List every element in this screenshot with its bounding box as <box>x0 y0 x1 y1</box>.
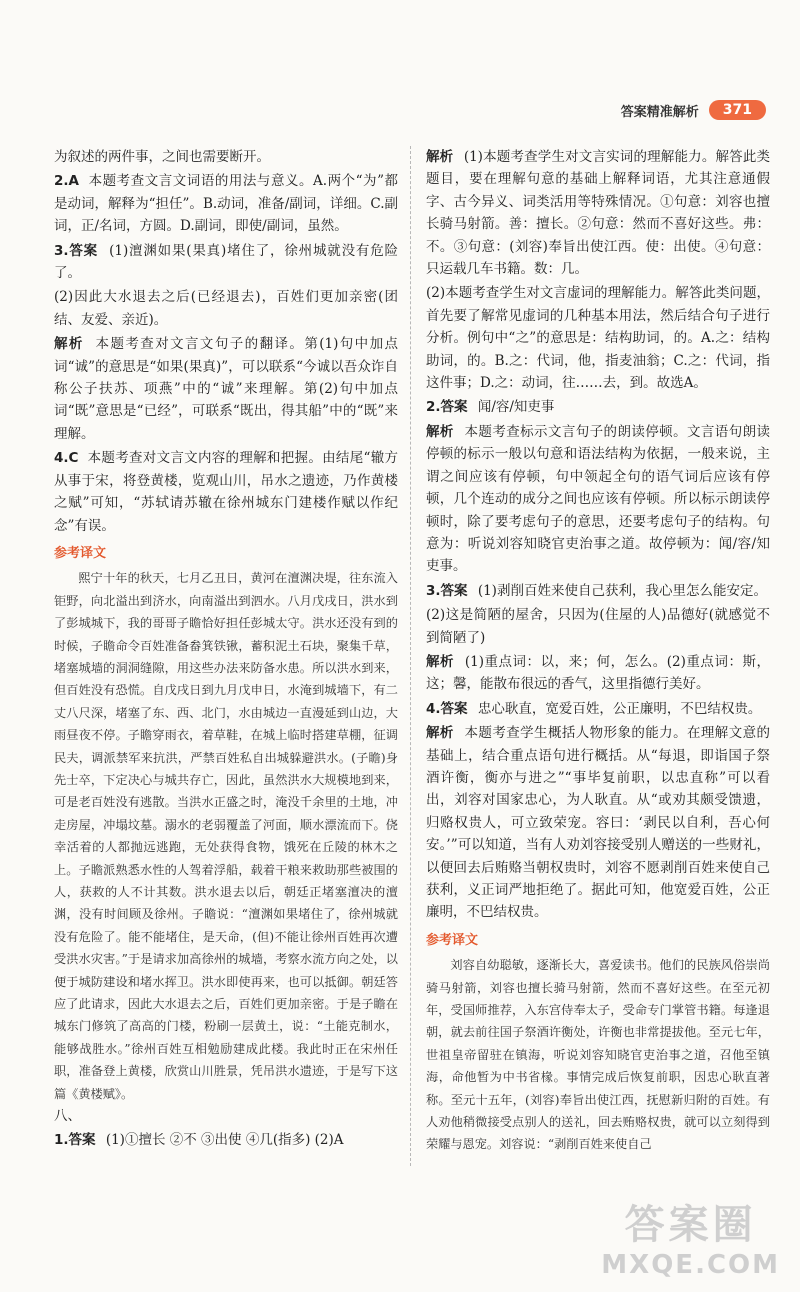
question-explanation: 本题考查文言文词语的用法与意义。A.两个“为”都是动词，解释为“担任”。B.动词，准备/副词，详细。C.副词，正/名词，方圆。D.副词，即使/副词，虽然。 <box>54 173 398 235</box>
analysis-label: 解析 <box>54 336 84 353</box>
answer-label: 答案 <box>440 399 468 416</box>
question-3 <box>426 580 770 602</box>
question-4 <box>54 447 398 537</box>
page-number-badge: 371 <box>709 100 766 120</box>
question-1 <box>54 1129 398 1151</box>
question-2 <box>54 170 398 237</box>
analysis-label: 解析 <box>426 725 454 742</box>
analysis-text: (2)本题考查学生对文言虚词的理解能力。解答此类问题，首先要了解常见虚词的几种基本用法，然后结合句子进行分析。例句中“之”的意思是：结构助词，的。A.之：结构助词，的。B.之：代词，他，指麦油翁；C.之：代词，指这件事；D.之：动词，往……去，到。故选A。 <box>426 285 770 392</box>
section-heading: 八、 <box>54 1108 81 1125</box>
continuation-text: 为叙述的两件事，之间也需要断开。 <box>54 149 270 165</box>
question-2 <box>426 396 770 418</box>
answer-label: 答案 <box>440 582 468 599</box>
reference-translation: 刘容自幼聪敏，逐渐长大，喜爱读书。他们的民族风俗崇尚骑马射箭，刘容也擅长骑马射箭，然而不喜好这些。在至元初年，受国师推荐，入东宫侍奉太子，受命专门掌管书籍。每逢退朝，就去前往国子祭酒许衡处，许衡也非常提拔他。至元七年，世祖皇帝留驻在镇海，听说刘容知晓官吏治事之道，召他至镇海，命他暂为中书省椽。事情完成后恢复前职，因忠心耿直著称。至元十五年，(刘容)奉旨出使江西，抚慰新归附的百姓。有人劝他稍微接受点别人的送礼，回去贿赂权贵，就可以立刻得到荣耀与恩宠。刘容说：“剥削百姓来使自己 <box>426 958 770 1152</box>
reference-translation: 熙宁十年的秋天，七月乙丑日，黄河在澶渊决堤，往东流入钜野，向北溢出到济水，向南溢出到泗水。八月戊戌日，洪水到了彭城城下，我的哥哥子瞻恰好担任彭城太守。洪水还没有到的时候，子瞻命令百姓准备畚箕铁锹，蓄积泥土石块，聚集千草，堵塞城墙的洞洞缝隙，用这些办法来防备水患。所以洪水到来，但百姓没有恐慌。自戊戌日到九月戊申日，水淹到城墙下，有二丈八尺深，堵塞了东、西、北门，水由城边一直漫延到山边，大雨昼夜不停。子瞻穿雨衣，着草鞋，在城上临时搭建草棚，征调民夫，调派禁军来抗洪，严禁百姓私自出城躲避洪水。(子瞻)身先士卒，下定决心与城共存亡，因此，虽然洪水大规模地到来，可是老百姓没有逃散。当洪水正盛之时，淹没千余里的土地，冲走房屋，冲塌坟墓。溺水的老弱覆盖了河面，顺水漂流而下。侥幸活着的人都抛远逃跑，无处获得食物，饿死在丘陵的林木之上。子瞻派熟悉水性的人驾着浮船，载着干粮来救助那些被围的人，获救的人不计其数。洪水退去以后，朝廷正堵塞澶决的澶渊，没有时间顾及徐州。子瞻说：“澶渊如果堵住了，徐州城就没有危险了。能不能堵住，是天命，(但)不能让徐州百姓再次遭受洪水灾害。”于是请求加高徐州的城墙，考察水流方向之处，以便于城防建设和堵水挥卫。洪水即使再来，也可以抵御。朝廷答应了此请求，因此大水退去之后，百姓们更加亲密。于是子瞻在城东门修筑了高高的门楼，粉刷一层黄土，说：“土能克制水，能够战胜水。”徐州百姓互相勉励建成此楼。我此时正在宋州任职，准备登上黄楼，欣赏山川胜景，凭吊洪水遗迹，于是写下这篇《黄楼赋》。 <box>54 571 398 1101</box>
watermark-logo: 答案圈 <box>624 1202 757 1248</box>
analysis-text: (1)本题考查学生对文言实词的理解能力。解答此类题目，要在理解句意的基础上解释词语，尤其注意通假字、古今异义、词类活用等特殊情况。①句意：刘容也擅长骑马射箭。善：擅长。②句意：然而不喜好这些。弗：不。③句意：(刘容)奉旨出使江西。使：出使。④句意：只运载几车书籍。数：几。 <box>426 149 771 278</box>
analysis-label: 解析 <box>426 423 454 440</box>
page-header <box>621 100 766 120</box>
answer-label: 答案 <box>68 242 98 259</box>
analysis-label: 解析 <box>426 653 455 670</box>
answer-text: 闻/容/知吏事 <box>477 399 555 416</box>
column-divider <box>410 146 411 1166</box>
question-number: 3. <box>426 582 441 599</box>
answer-text: (1)剥削百姓来使自己获利，我心里怎么能安定。 <box>477 582 767 599</box>
answer-text: (2)因此大水退去之后(已经退去)，百姓们更加亲密(团结、友爱、亲近)。 <box>54 289 398 328</box>
analysis <box>426 421 770 578</box>
question-3 <box>54 240 398 285</box>
right-column <box>426 146 770 1156</box>
answer-text: (1)①擅长 ②不 ③出使 ④几(指多) (2)A <box>105 1132 344 1149</box>
question-explanation: 本题考查对文言文内容的理解和把握。由结尾“辙方从事于宋，将登黄楼，览观山川，吊水之遗迹，乃作黄楼之赋”可知，“苏轼请苏辙在徐州城东门建楼作赋以作纪念”有误。 <box>54 450 398 534</box>
analysis <box>426 146 770 280</box>
answer-label: 答案 <box>440 700 468 717</box>
analysis <box>426 651 770 696</box>
reference-translation-title: 参考译文 <box>54 545 107 561</box>
question-number: 1. <box>54 1132 69 1149</box>
question-number: 4.C <box>54 450 79 467</box>
question-number: 2. <box>426 399 441 416</box>
answer-text: (2)这是简陋的屋舍，只因为(住屋的人)品德好(就感觉不到简陋了) <box>426 607 770 646</box>
question-number: 3. <box>54 242 69 259</box>
analysis <box>54 333 398 445</box>
watermark-url: MXQE.COM <box>601 1250 780 1280</box>
left-column <box>54 146 398 1154</box>
answer-text: (1)澶渊如果(果真)堵住了，徐州城就没有危险了。 <box>54 242 399 282</box>
reference-translation-title: 参考译文 <box>426 932 479 948</box>
analysis-text: 本题考查对文言文句子的翻译。第(1)句中加点词“诚”的意思是“如果(果真)”，可以联系“今诚以吾众诈自称公子扶苏、项燕”中的“诚”来理解。第(2)句中加点词“既”意思是“已经”，可联系“既出，得其船”中的“既”来理解。 <box>54 336 399 442</box>
question-4 <box>426 698 770 720</box>
watermark <box>601 1193 780 1280</box>
question-number: 2.A <box>54 173 79 190</box>
analysis-text: 本题考查标示文言句子的朗读停顿。文言语句朗读停顿的标示一般以句意和语法结构为依据，一般来说，主谓之间应该有停顿，句中领起全句的语气词后应该有停顿，几个连动的成分之间也应该有停顿。所以标示朗读停顿时，除了要考虑句子的意思，还要考虑句子的结构。句意为：听说刘容知晓官吏治事之道。故停顿为：闻/容/知吏事。 <box>426 423 771 575</box>
answer-label: 答案 <box>68 1132 96 1149</box>
analysis-text: (1)重点词：以，来；何，怎么。(2)重点词：斯，这；馨，能散布很远的香气，这里指德行美好。 <box>426 653 770 693</box>
header-title: 答案精准解析 <box>620 104 699 120</box>
analysis <box>426 722 770 924</box>
analysis-text: 本题考查学生概括人物形象的能力。在理解文意的基础上，结合重点语句进行概括。从“每退，即诣国子祭酒许衡，衡亦与进之”“事毕复前职，以忠直称”可以看出，刘容对国家忠心，为人耿直。从“或劝其颇受馈遗，归赂权贵人，可立致荣宠。容曰：‘剥民以自利，吾心何安。’”可以知道，当有人劝刘容接受别人赠送的一些财礼，以便回去后贿赂当朝权贵时，刘容不愿剥削百姓来使自己获利，义正词严地拒绝了。据此可知，他宽爱百姓，公正廉明，不巴结权贵。 <box>426 725 771 921</box>
question-number: 4. <box>426 700 441 717</box>
answer-text: 忠心耿直，宽爱百姓，公正廉明，不巴结权贵。 <box>477 700 762 717</box>
analysis-label: 解析 <box>426 149 454 165</box>
